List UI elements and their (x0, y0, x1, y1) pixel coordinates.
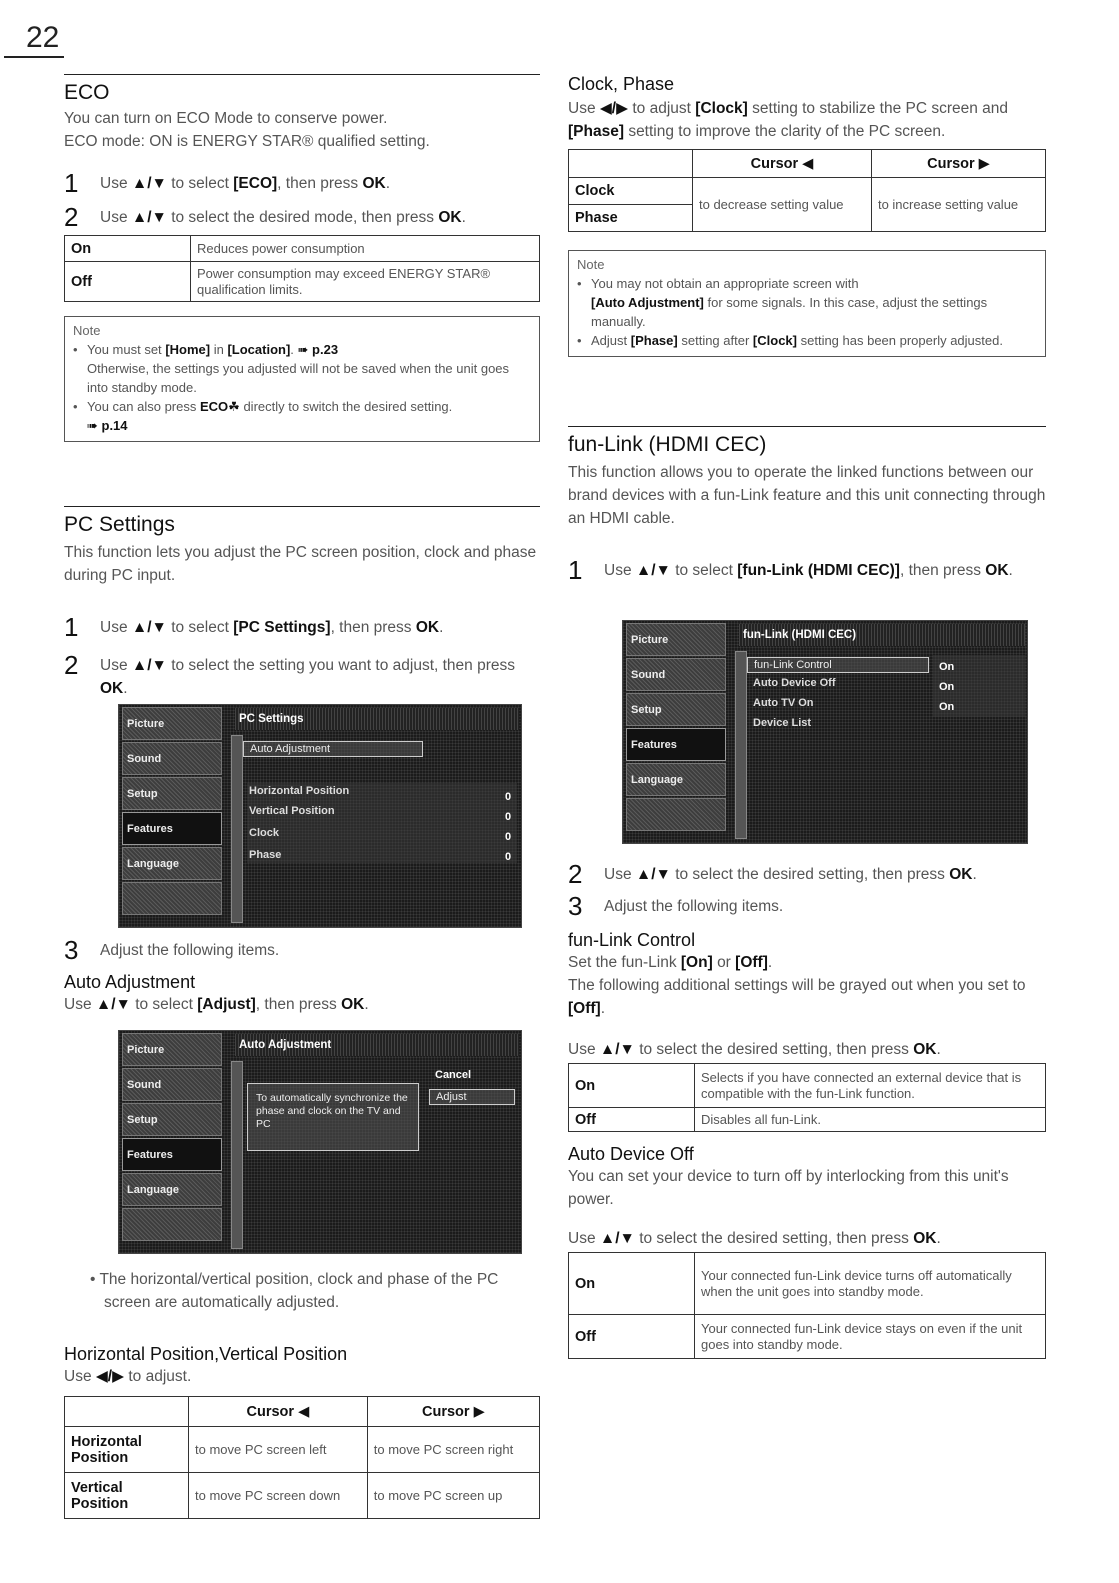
table-cell: Your connected fun-Link device turns off automatically when the unit goes into standby mode. (695, 1253, 1046, 1315)
step-number: 1 (568, 555, 583, 585)
eco-step-2 (64, 203, 540, 231)
funlink-control-table (568, 1063, 1046, 1132)
step-text: Use ▲/▼ to select the desired setting, then press OK. (604, 866, 977, 883)
table-row (569, 178, 1046, 205)
menu-row: Device List (753, 717, 812, 729)
menu-row: Auto TV On (753, 697, 814, 709)
eco-step-1 (64, 169, 540, 197)
table-cell: to move PC screen right (367, 1427, 539, 1473)
pc-after-auto (64, 1268, 540, 1519)
table-cell: to move PC screen left (189, 1427, 368, 1473)
step-number: 3 (64, 935, 79, 965)
step-number: 2 (64, 202, 79, 232)
menu-extra (626, 798, 726, 831)
menu-setup: Setup (122, 1103, 222, 1136)
clock-phase-section (568, 74, 1046, 357)
step-number: 2 (64, 650, 79, 680)
eco-title: ECO (64, 81, 110, 104)
step-text: Adjust the following items. (604, 898, 784, 915)
note-title: Note (577, 257, 605, 272)
funlink-control-text-1: Set the fun-Link [On] or [Off]. (568, 954, 773, 971)
leaf-icon: ☘ (228, 399, 240, 414)
auto-device-off-title: Auto Device Off (568, 1144, 694, 1164)
table-header: Cursor ▶ (871, 150, 1045, 178)
menu-value: On (939, 681, 955, 693)
table-row (569, 1108, 1046, 1132)
funlink-title: fun-Link (HDMI CEC) (568, 433, 767, 456)
table-cell: Off (65, 262, 191, 302)
step-number: 1 (64, 168, 79, 198)
eco-note (64, 316, 540, 442)
table-cell: Clock (569, 178, 693, 205)
menu-row: Horizontal Position (249, 785, 350, 797)
pc-section (64, 506, 540, 1512)
menu-value: 0 (505, 831, 512, 843)
menu-setup: Setup (122, 777, 222, 810)
table-row (65, 1473, 540, 1519)
table-header: Cursor ▶ (367, 1397, 539, 1427)
step-number: 3 (568, 891, 583, 921)
page-number: 22 (4, 20, 64, 58)
menu-sound: Sound (626, 658, 726, 691)
screen-scrollbar (231, 735, 243, 923)
menu-value: On (939, 661, 955, 673)
funlink-rule (568, 426, 1046, 427)
menu-features: Features (122, 812, 222, 845)
table-cell: Disables all fun-Link. (695, 1108, 1046, 1132)
table-row (569, 1253, 1046, 1315)
pc-rule (64, 506, 540, 507)
pc-title: PC Settings (64, 513, 175, 536)
auto-adjustment-bullet: • The horizontal/vertical position, clock and phase of the PC screen are automatically adjusted. (90, 1271, 499, 1311)
cancel-option: Cancel (435, 1069, 472, 1081)
auto-adjust-message: To automatically synchronize the phase and clock on the TV and PC (247, 1083, 419, 1151)
menu-extra (122, 1208, 222, 1241)
funlink-step-3 (568, 892, 1046, 920)
menu-value: 0 (505, 851, 512, 863)
funlink-step-1 (568, 556, 1046, 584)
auto-device-off-table (568, 1252, 1046, 1359)
menu-features: Features (626, 728, 726, 761)
eco-intro-2: ECO mode: ON is ENERGY STAR® qualified setting. (64, 133, 430, 150)
pc-step-1 (64, 613, 540, 641)
menu-picture: Picture (122, 707, 222, 740)
note-item: • You may not obtain an appropriate screen with [Auto Adjustment] for some signals. In this case, adjust the settings manually. (577, 274, 1037, 331)
table-cell: Phase (569, 205, 693, 232)
hv-position-title: Horizontal Position,Vertical Position (64, 1344, 348, 1364)
table-cell: On (569, 1253, 695, 1315)
table-row (569, 1315, 1046, 1359)
pc-step-2 (64, 651, 540, 700)
funlink-intro: This function allows you to operate the linked functions between our brand devices with a fun-Link feature and this unit connecting through an HDMI cable. (568, 464, 1046, 527)
menu-sound: Sound (122, 742, 222, 775)
step-text: Use ▲/▼ to select [PC Settings], then press OK. (100, 619, 444, 636)
table-row (569, 150, 1046, 178)
step-text: Use ▲/▼ to select the desired mode, then press OK. (100, 209, 466, 226)
funlink-control-item: fun-Link Control (747, 657, 929, 673)
table-cell: Vertical Position (65, 1473, 189, 1519)
eco-section (64, 74, 540, 442)
step-text: Use ▲/▼ to select the setting you want to adjust, then press OK. (100, 657, 515, 697)
eco-table (64, 235, 540, 302)
note-item: • Adjust [Phase] setting after [Clock] setting has been properly adjusted. (577, 331, 1037, 350)
menu-extra (122, 882, 222, 915)
screen-scrollbar (231, 1061, 243, 1249)
menu-value: On (939, 701, 955, 713)
table-header (569, 150, 693, 178)
table-cell: to move PC screen up (367, 1473, 539, 1519)
funlink-step-2 (568, 860, 1046, 888)
table-cell: Your connected fun-Link device stays on even if the unit goes into standby mode. (695, 1315, 1046, 1359)
table-cell: On (569, 1064, 695, 1108)
funlink-screen (622, 620, 1028, 844)
screen-title: Auto Adjustment (235, 1034, 519, 1056)
menu-features: Features (122, 1138, 222, 1171)
menu-row: Vertical Position (249, 805, 335, 817)
pc-settings-screen (118, 704, 522, 928)
table-header: Cursor ◀ (189, 1397, 368, 1427)
table-row (65, 1397, 540, 1427)
table-cell: Off (569, 1315, 695, 1359)
menu-value: 0 (505, 811, 512, 823)
table-cell: Off (569, 1108, 695, 1132)
note-title: Note (73, 323, 101, 338)
screen-title: PC Settings (235, 708, 519, 730)
step-number: 2 (568, 859, 583, 889)
eco-intro-1: You can turn on ECO Mode to conserve power. (64, 110, 388, 127)
auto-adjustment-title: Auto Adjustment (64, 972, 196, 992)
menu-sidebar (623, 621, 729, 843)
note-item: • You can also press ECO☘ directly to switch the desired setting. ➠ p.14 (73, 397, 531, 435)
table-cell: Horizontal Position (65, 1427, 189, 1473)
table-cell: to increase setting value (871, 178, 1045, 232)
menu-setup: Setup (626, 693, 726, 726)
eco-rule (64, 74, 540, 75)
table-cell: to move PC screen down (189, 1473, 368, 1519)
auto-device-off-use: Use ▲/▼ to select the desired setting, then press OK. (568, 1230, 941, 1247)
menu-sidebar (119, 705, 225, 927)
table-header: Cursor ◀ (693, 150, 872, 178)
clock-phase-title: Clock, Phase (568, 74, 675, 94)
menu-value: 0 (505, 791, 512, 803)
clock-phase-text: Use ◀/▶ to adjust [Clock] setting to stabilize the PC screen and [Phase] setting to improve the clarity of the PC screen. (568, 100, 1009, 140)
step-text: Use ▲/▼ to select [fun-Link (HDMI CEC)], then press OK. (604, 562, 1013, 579)
funlink-section (568, 426, 1046, 1352)
table-cell: to decrease setting value (693, 178, 872, 232)
step-number: 1 (64, 612, 79, 642)
table-row (65, 236, 540, 262)
table-header (65, 1397, 189, 1427)
hv-position-text: Use ◀/▶ to adjust. (64, 1368, 192, 1385)
pc-intro: This function lets you adjust the PC screen position, clock and phase during PC input. (64, 544, 537, 584)
table-cell: On (65, 236, 191, 262)
pc-after-screen (64, 936, 540, 1016)
menu-picture: Picture (626, 623, 726, 656)
menu-picture: Picture (122, 1033, 222, 1066)
table-cell: Selects if you have connected an external device that is compatible with the fun-Link function. (695, 1064, 1046, 1108)
menu-row: Auto Device Off (753, 677, 836, 689)
menu-language: Language (122, 1173, 222, 1206)
auto-adjustment-text: Use ▲/▼ to select [Adjust], then press OK. (64, 996, 369, 1013)
clock-phase-note (568, 250, 1046, 357)
table-cell: Power consumption may exceed ENERGY STAR® qualification limits. (191, 262, 540, 302)
step-text: Adjust the following items. (100, 942, 280, 959)
auto-adjustment-screen (118, 1030, 522, 1254)
menu-sound: Sound (122, 1068, 222, 1101)
step-text: Use ▲/▼ to select [ECO], then press OK. (100, 175, 391, 192)
table-row (65, 262, 540, 302)
note-item: • You must set [Home] in [Location]. ➠ p.23 Otherwise, the settings you adjusted will not be saved when the unit goes into standby mode. (73, 340, 531, 397)
menu-language: Language (122, 847, 222, 880)
clock-phase-table (568, 149, 1046, 232)
table-cell: Reduces power consumption (191, 236, 540, 262)
table-row (65, 1427, 540, 1473)
screen-scrollbar (735, 651, 747, 839)
screen-title: fun-Link (HDMI CEC) (739, 624, 1025, 646)
pc-step-3 (64, 936, 540, 964)
funlink-control-use: Use ▲/▼ to select the desired setting, then press OK. (568, 1041, 941, 1058)
funlink-after-screen (568, 860, 1046, 1359)
menu-row: Clock (249, 827, 279, 839)
auto-device-off-text: You can set your device to turn off by interlocking from this unit's power. (568, 1168, 1009, 1208)
funlink-control-text-2: The following additional settings will be grayed out when you set to [Off]. (568, 977, 1026, 1017)
auto-adjustment-item: Auto Adjustment (243, 741, 423, 757)
menu-row: Phase (249, 849, 282, 861)
adjust-option: Adjust (429, 1089, 515, 1105)
menu-sidebar (119, 1031, 225, 1253)
funlink-control-title: fun-Link Control (568, 930, 696, 950)
table-row (569, 1064, 1046, 1108)
hv-position-table (64, 1396, 540, 1519)
menu-language: Language (626, 763, 726, 796)
